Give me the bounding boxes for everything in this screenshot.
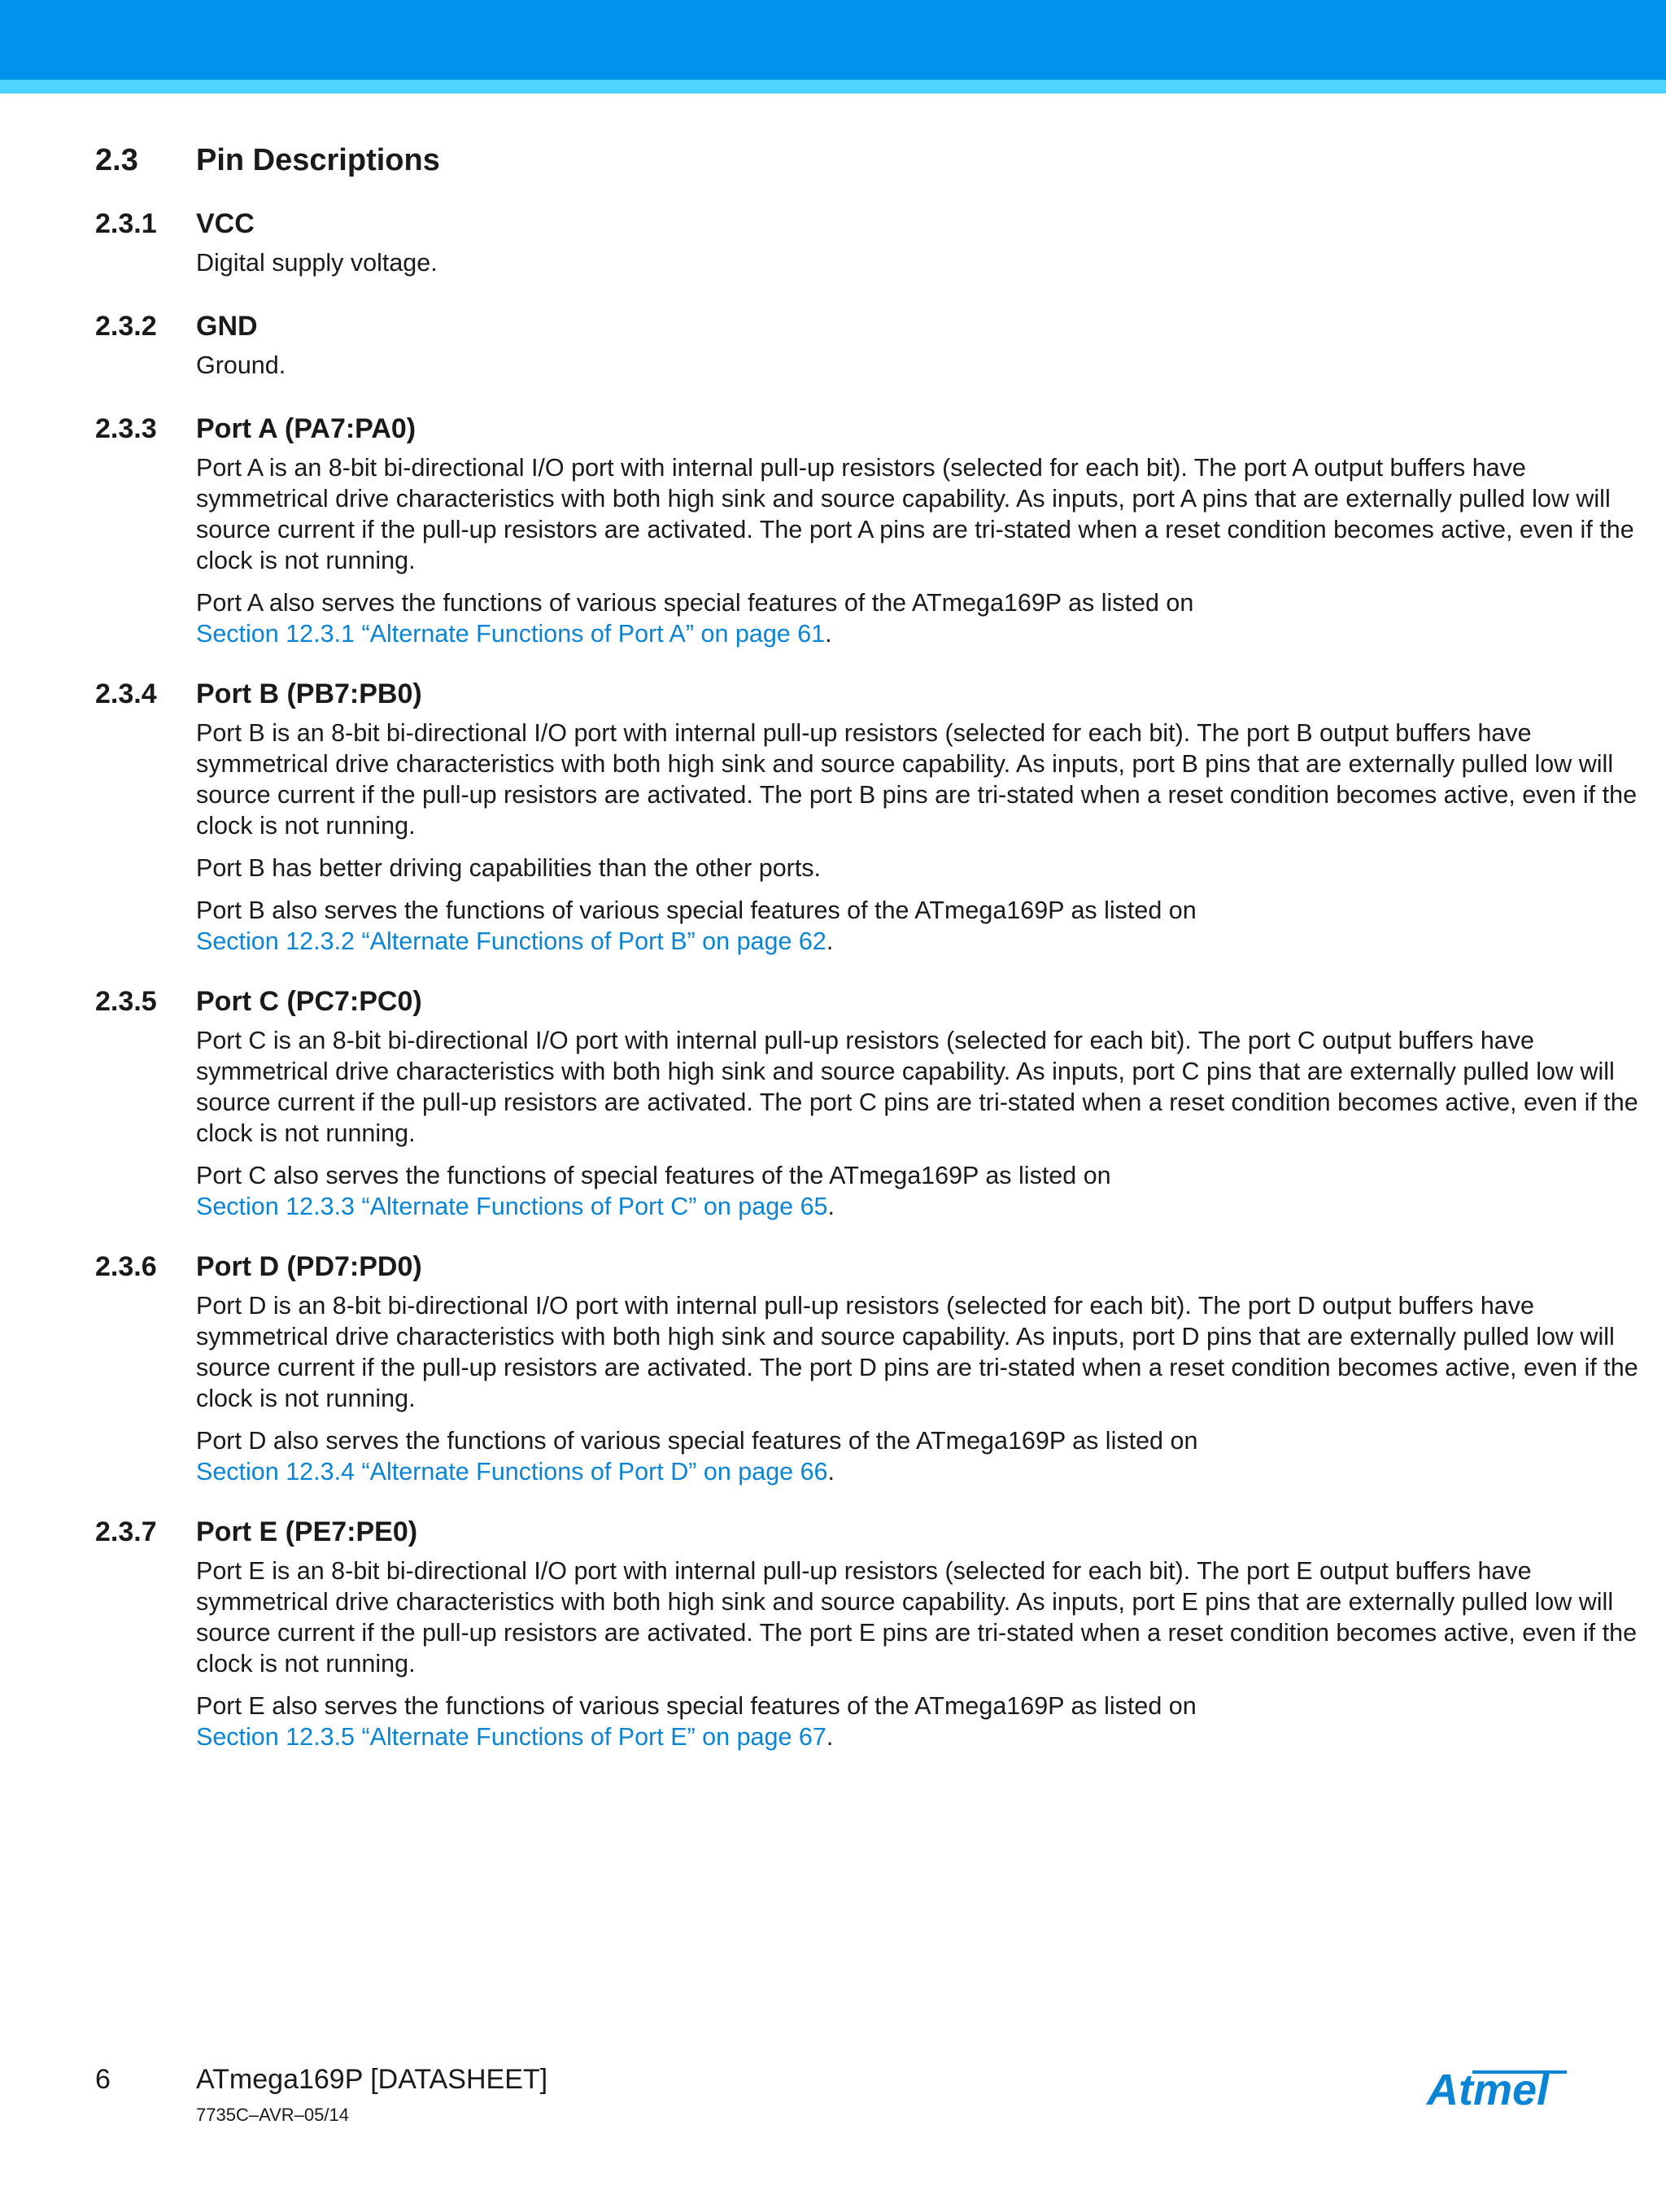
subsection-heading (95, 1516, 1559, 1555)
reference-paragraph (196, 895, 1656, 957)
subsection-title: GND (196, 311, 258, 342)
subsection-port-c (95, 986, 1638, 1222)
subsection-heading (95, 986, 1559, 1025)
subsection-body (196, 452, 1656, 649)
page-number: 6 (95, 2064, 111, 2095)
paragraph: Ground. (196, 351, 286, 379)
section-title: Pin Descriptions (196, 143, 440, 177)
reference-end: . (827, 1458, 835, 1486)
section-number: 2.3 (95, 143, 138, 177)
subsection-heading (95, 413, 1559, 452)
reference-end: . (827, 1193, 835, 1220)
header-stripe (0, 80, 1666, 94)
subsection-port-e (95, 1516, 1638, 1752)
subsection-title: Port B (PB7:PB0) (196, 678, 422, 709)
section-link-port-d[interactable]: Section 12.3.4 “Alternate Functions of Port D” on page 66 (196, 1458, 828, 1486)
subsection-number: 2.3.5 (95, 986, 157, 1017)
reference-paragraph (196, 1160, 1656, 1222)
paragraph: Digital supply voltage. (196, 249, 438, 277)
reference-text: Port C also serves the functions of special features of the ATmega169P as listed on (196, 1162, 1111, 1189)
reference-text: Port D also serves the functions of various special features of the ATmega169P as listed on (196, 1427, 1198, 1455)
subsection-heading (95, 208, 1559, 247)
subsection-title: Port D (PD7:PD0) (196, 1251, 422, 1282)
reference-end: . (826, 927, 834, 955)
reference-text: Port A also serves the functions of various special features of the ATmega169P as listed on (196, 589, 1194, 617)
document-title: ATmega169P [DATASHEET] (196, 2064, 548, 2095)
subsection-title: Port C (PC7:PC0) (196, 986, 422, 1017)
subsection-number: 2.3.7 (95, 1516, 157, 1547)
paragraph: Port A is an 8-bit bi-directional I/O port with internal pull-up resistors (selected for each bit). The port A output buffers have symmetrical drive characteristics with both high sink and source capability. As inputs, port A pins that are externally pulled low will source current if the pull-up resistors are activated. The port A pins are tri-stated when a reset condition becomes active, even if the clock is not running. (196, 454, 1634, 574)
subsection-port-a (95, 413, 1634, 649)
document-code: 7735C–AVR–05/14 (196, 2105, 349, 2125)
header-bar (0, 0, 1666, 80)
reference-paragraph (196, 587, 1656, 649)
subsection-body (196, 350, 1656, 381)
subsection-body (196, 247, 1656, 278)
section-heading (95, 143, 1559, 189)
reference-end: . (826, 1723, 834, 1751)
reference-paragraph (196, 1691, 1656, 1752)
atmel-logo (1424, 2062, 1570, 2119)
section-link-port-e[interactable]: Section 12.3.5 “Alternate Functions of Port E” on page 67 (196, 1723, 826, 1751)
paragraph: Port B has better driving capabilities than the other ports. (196, 854, 822, 882)
subsection-body (196, 1555, 1656, 1752)
reference-end: . (825, 620, 832, 648)
section-link-port-b[interactable]: Section 12.3.2 “Alternate Functions of Port B” on page 62 (196, 927, 826, 955)
page-content (95, 143, 1638, 1782)
reference-text: Port E also serves the functions of various special features of the ATmega169P as listed on (196, 1692, 1197, 1720)
subsection-number: 2.3.6 (95, 1251, 157, 1282)
subsection-title: Port E (PE7:PE0) (196, 1516, 418, 1547)
subsection-heading (95, 1251, 1559, 1290)
subsection-port-d (95, 1251, 1638, 1487)
paragraph: Port B is an 8-bit bi-directional I/O port with internal pull-up resistors (selected for each bit). The port B output buffers have symmetrical drive characteristics with both high sink and source capability. As inputs, port B pins that are externally pulled low will source current if the pull-up resistors are activated. The port B pins are tri-stated when a reset condition becomes active, even if the clock is not running. (196, 719, 1638, 840)
section-link-port-c[interactable]: Section 12.3.3 “Alternate Functions of Port C” on page 65 (196, 1193, 828, 1220)
subsection-port-b (95, 678, 1638, 957)
reference-text: Port B also serves the functions of various special features of the ATmega169P as listed on (196, 897, 1197, 924)
subsection-body (196, 1025, 1656, 1222)
paragraph: Port E is an 8-bit bi-directional I/O port with internal pull-up resistors (selected for each bit). The port E output buffers have symmetrical drive characteristics with both high sink and source capability. As inputs, port E pins that are externally pulled low will source current if the pull-up resistors are activated. The port E pins are tri-stated when a reset condition becomes active, even if the clock is not running. (196, 1557, 1638, 1678)
subsection-title: VCC (196, 208, 255, 239)
paragraph: Port C is an 8-bit bi-directional I/O port with internal pull-up resistors (selected for each bit). The port C output buffers have symmetrical drive characteristics with both high sink and source capability. As inputs, port C pins that are externally pulled low will source current if the pull-up resistors are activated. The port C pins are tri-stated when a reset condition becomes active, even if the clock is not running. (196, 1027, 1638, 1147)
reference-paragraph (196, 1425, 1656, 1487)
subsection-title: Port A (PA7:PA0) (196, 413, 416, 444)
subsection-number: 2.3.3 (95, 413, 157, 444)
subsection-vcc (95, 208, 1559, 278)
paragraph: Port D is an 8-bit bi-directional I/O port with internal pull-up resistors (selected for each bit). The port D output buffers have symmetrical drive characteristics with both high sink and source capability. As inputs, port D pins that are externally pulled low will source current if the pull-up resistors are activated. The port D pins are tri-stated when a reset condition becomes active, even if the clock is not running. (196, 1292, 1638, 1412)
subsection-number: 2.3.2 (95, 311, 157, 342)
subsection-number: 2.3.1 (95, 208, 157, 239)
subsection-body (196, 1290, 1656, 1487)
logo-text: Atmel (1427, 2066, 1550, 2114)
subsection-number: 2.3.4 (95, 678, 157, 709)
subsection-gnd (95, 311, 1559, 381)
subsection-body (196, 718, 1656, 957)
subsection-heading (95, 311, 1559, 350)
section-link-port-a[interactable]: Section 12.3.1 “Alternate Functions of Port A” on page 61 (196, 620, 826, 648)
subsection-heading (95, 678, 1559, 718)
